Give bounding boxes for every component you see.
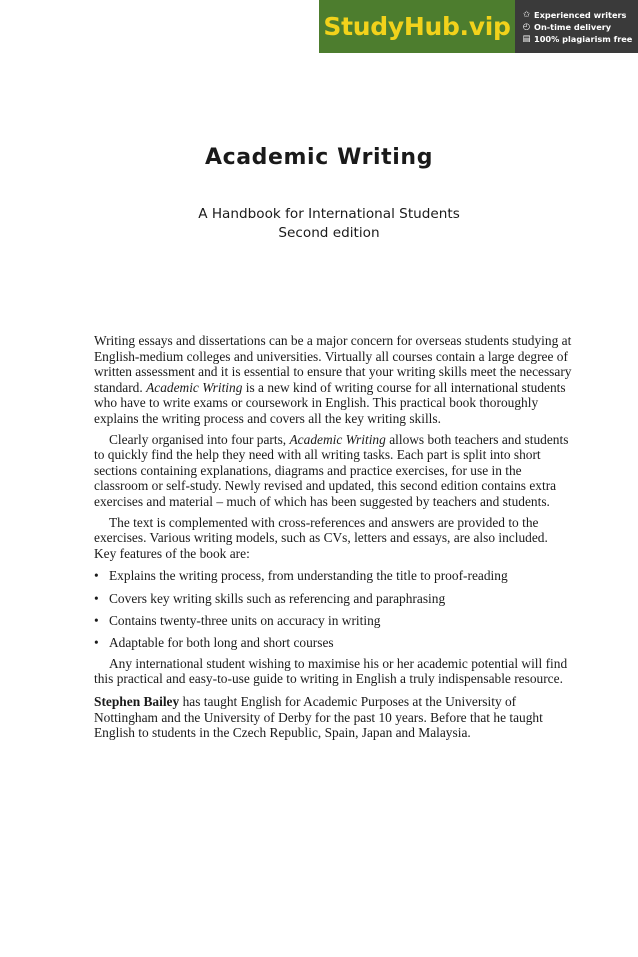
- banner-item-experienced-writers: [522, 10, 638, 20]
- paragraph-intro: [94, 333, 572, 427]
- list-item: [94, 568, 572, 584]
- banner-item-label: On-time delivery: [534, 21, 612, 32]
- banner-item-label: 100% plagiarism free: [534, 33, 633, 44]
- book-title-italic: Academic Writing: [146, 379, 243, 395]
- paragraph-features: The text is complemented with cross-references and answers are provided to the exercises. Various writing models, such as CVs, letters and essays, are also included. Key features of the book are:: [94, 514, 548, 561]
- paragraph-closing: Any international student wishing to maximise his or her academic potential will find this practical and easy-to-use guide to writing in English a truly indispensable resource.: [94, 655, 568, 687]
- banner-item-plagiarism-free: [522, 34, 638, 44]
- author-bio: [94, 694, 572, 741]
- bullet-icon: •: [94, 568, 99, 584]
- star-icon: ✩: [522, 9, 531, 20]
- list-item-text: Covers key writing skills such as referencing and paraphrasing: [109, 590, 446, 606]
- book-title: Academic Writing: [204, 145, 434, 170]
- subtitle-line: A Handbook for International Students: [198, 206, 460, 222]
- list-item: [94, 613, 572, 629]
- text-run: is a new kind of writing course for all international students who have to write exams or coursework in English. This practical book thoroughly explains the writing process and covers all the key writing skills.: [94, 379, 566, 426]
- author-bio-text: has taught English for Academic Purposes at the University of Nottingham and the University of Derby for the past 10 years. Before that he taught English to students in the Czech Republic, Spain, Japan and Malaysia.: [94, 694, 543, 741]
- text-run: Writing essays and dissertations can be a major concern for overseas students studying at English-medium colleges and universities. Virtually all courses contain a large degree of written assessment and it is essential to ensure that your writing skills meet the necessary standard.: [94, 333, 572, 395]
- bullet-icon: •: [94, 635, 99, 651]
- bullet-icon: •: [94, 612, 99, 628]
- list-item: [94, 591, 572, 607]
- paragraph-structure: [94, 432, 572, 510]
- list-item-text: Adaptable for both long and short courses: [109, 635, 334, 651]
- edition-line: Second edition: [278, 225, 380, 241]
- list-item: [94, 635, 572, 651]
- bullet-icon: •: [94, 590, 99, 606]
- text-run: allows both teachers and students to quickly find the help they need with all writing tasks. Each part is split into short sections containing explanations, diagrams and practice exercises, for use in the classroom or self-study. Newly revised and updated, this second edition contains extra exercises and material – much of which has been suggested by teachers and students.: [94, 431, 569, 509]
- list-item-text: Contains twenty-three units on accuracy in writing: [109, 612, 381, 628]
- book-title-italic: Academic Writing: [289, 431, 386, 447]
- author-name: Stephen Bailey: [94, 694, 180, 710]
- list-item-text: Explains the writing process, from understanding the title to proof-reading: [109, 568, 508, 584]
- banner-logo-text: StudyHub.vip: [323, 12, 511, 41]
- banner-logo[interactable]: [319, 0, 515, 53]
- book-subtitle: [0, 205, 638, 243]
- banner-item-label: Experienced writers: [534, 9, 627, 20]
- banner-item-on-time-delivery: [522, 22, 638, 32]
- banner-feature-list: [515, 0, 638, 53]
- document-icon: ▤: [522, 33, 531, 44]
- clock-icon: ◴: [522, 21, 531, 32]
- studyhub-banner[interactable]: [319, 0, 638, 53]
- feature-list: [94, 568, 572, 651]
- blurb-text: [94, 333, 572, 741]
- text-run: Clearly organised into four parts,: [109, 431, 287, 447]
